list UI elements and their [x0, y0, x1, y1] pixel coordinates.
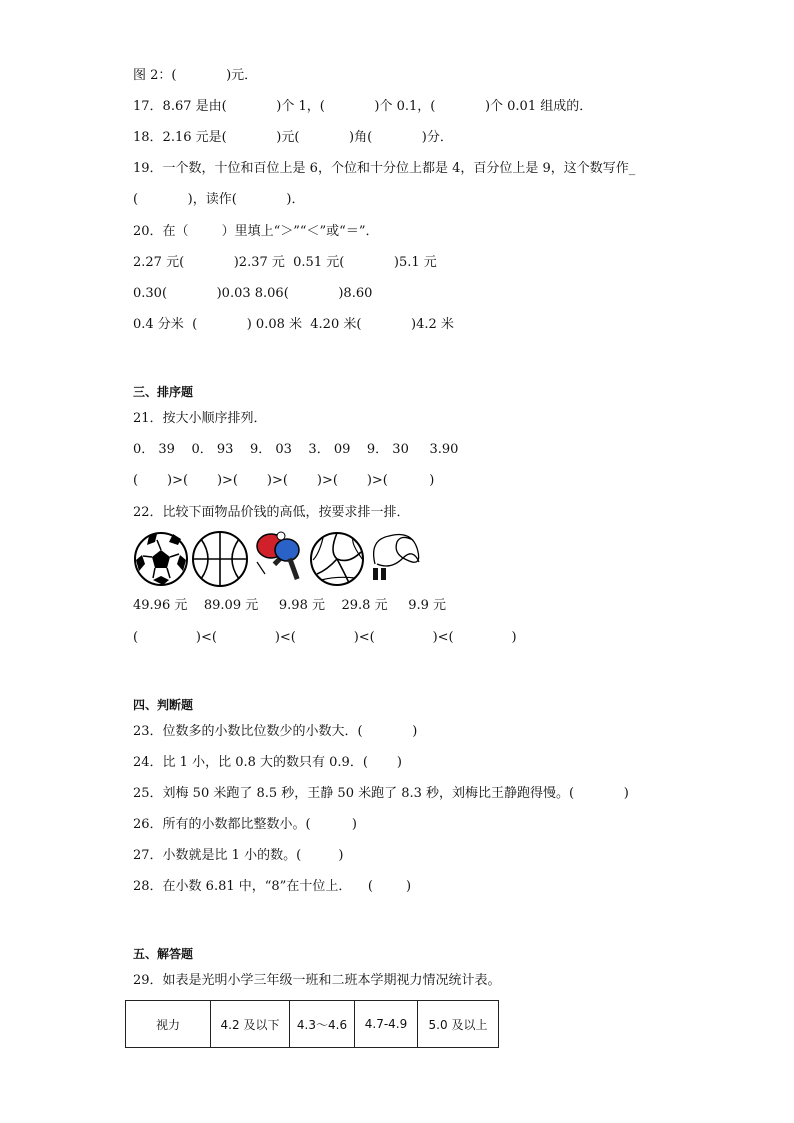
- question-23: 23．位数多的小数比位数少的小数大．( ): [133, 724, 418, 739]
- table-header-cell: 视力: [126, 1001, 211, 1048]
- question-19-cont: ( )，读作( )．: [133, 192, 305, 207]
- question-21: 21．按大小顺序排列．: [133, 411, 267, 426]
- table-header-cell: 5.0 及以上: [418, 1001, 499, 1048]
- table-row: [126, 1001, 499, 1048]
- ping-pong-paddles-icon: [251, 530, 311, 588]
- question-20-row2: 0.30( )0.03 8.06( )8.60: [133, 286, 373, 301]
- question-28: 28．在小数 6.81 中，“8”在十位上． ( ): [133, 879, 412, 894]
- table-header-cell: 4.2 及以下: [211, 1001, 290, 1048]
- section-5-heading: 五、解答题: [133, 947, 194, 961]
- question-21-blanks: ( )>( )>( )>( )>( )>( ): [133, 473, 435, 488]
- question-25: 25．刘梅 50 米跑了 8.5 秒，王静 50 米跑了 8.3 秒，刘梅比王静跑得慢。( ): [133, 786, 629, 801]
- question-21-numbers: 0． 39 0． 93 9． 03 3． 09 9． 30 3.90: [133, 442, 459, 457]
- question-26: 26．所有的小数都比整数小。( ): [133, 817, 358, 832]
- question-18: 18．2.16 元是( )元( )角( )分．: [133, 130, 453, 145]
- basketball-icon: [191, 530, 249, 588]
- question-27: 27．小数就是比 1 小的数。( ): [133, 848, 344, 863]
- question-20-row3: 0.4 分米 ( ) 0.08 米 4.20 米( )4.2 米: [133, 317, 454, 332]
- soccer-ball-icon: [133, 530, 189, 588]
- question-24: 24．比 1 小，比 0.8 大的数只有 0.9．( ): [133, 755, 402, 770]
- table-header-cell: 4.3～4.6: [290, 1001, 355, 1048]
- vision-stats-table: [125, 1000, 499, 1048]
- question-20: 20．在（ ）里填上“＞”“＜”或“＝”．: [133, 224, 379, 239]
- section-3-heading: 三、排序题: [133, 385, 194, 399]
- jump-rope-icon: [367, 530, 425, 588]
- volleyball-icon: [309, 530, 365, 588]
- question-22-prices: 49.96 元 89.09 元 9.98 元 29.8 元 9.9 元: [133, 598, 447, 613]
- section-4-heading: 四、判断题: [133, 698, 194, 712]
- question-29: 29．如表是光明小学三年级一班和二班本学期视力情况统计表。: [133, 973, 501, 988]
- line-fig2: 图 2：( )元．: [133, 68, 258, 83]
- question-22: 22．比较下面物品价钱的高低，按要求排一排．: [133, 505, 410, 520]
- question-20-row1: 2.27 元( )2.37 元 0.51 元( )5.1 元: [133, 255, 437, 270]
- question-17: 17．8.67 是由( )个 1，( )个 0.1，( )个 0.01 组成的．: [133, 99, 593, 114]
- question-19: 19．一个数，十位和百位上是 6，个位和十分位上都是 4，百分位上是 9，这个数写作_: [133, 161, 636, 176]
- question-22-blanks: ( )<( )<( )<( )<( ): [133, 630, 517, 645]
- table-header-cell: 4.7-4.9: [355, 1001, 418, 1048]
